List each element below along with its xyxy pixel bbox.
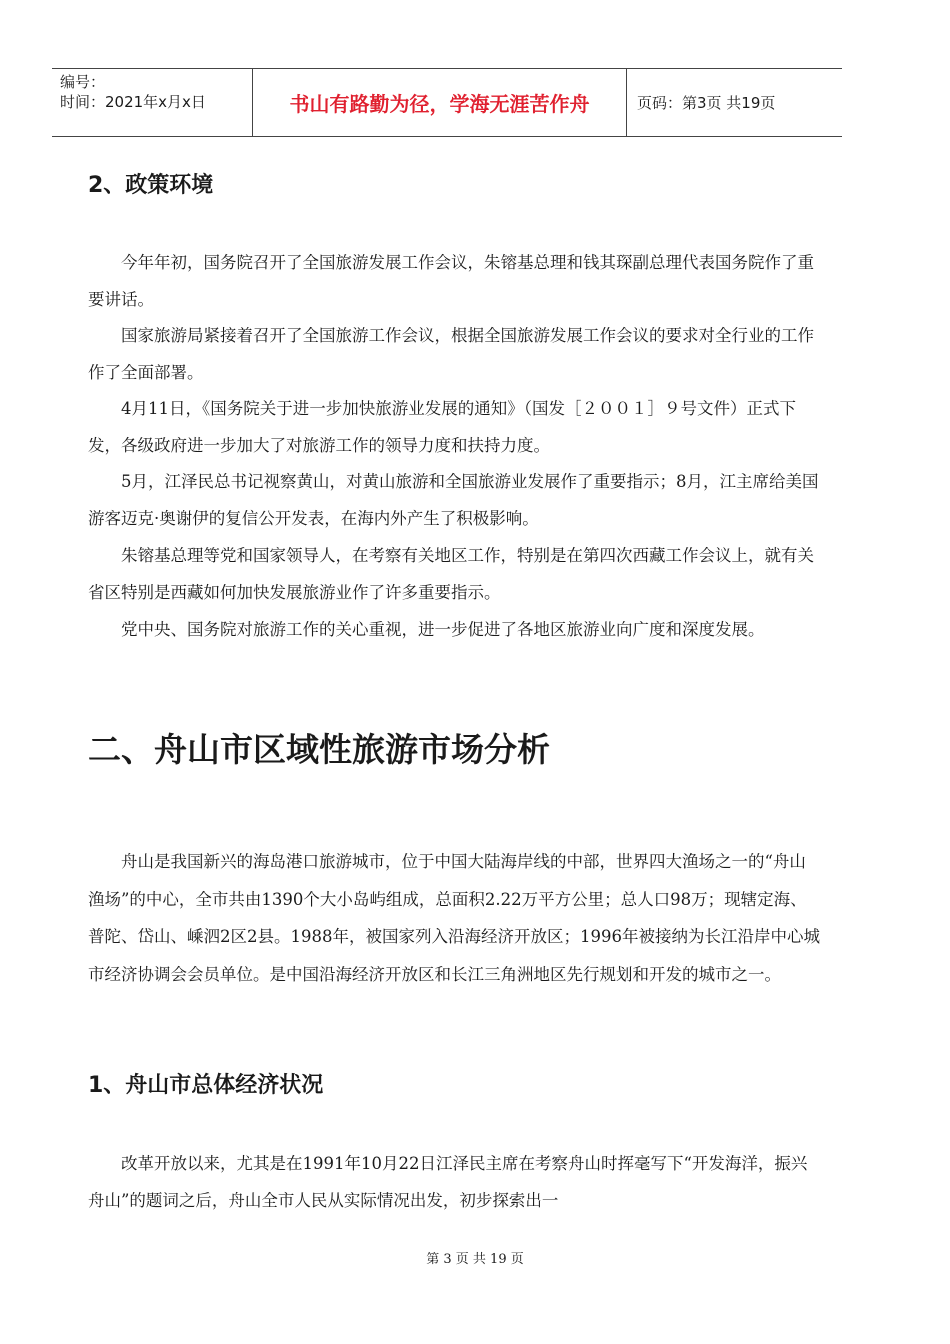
policy-paragraph-2: 国家旅游局紧接着召开了全国旅游工作会议，根据全国旅游发展工作会议的要求对全行业的工作作了全面部署。: [88, 326, 814, 382]
policy-paragraph-3: 4月11日，《国务院关于进一步加快旅游业发展的通知》（国发［２００１］９号文件）正式下发，各级政府进一步加大了对旅游工作的领导力度和扶持力度。: [88, 399, 796, 455]
market-paragraph: 舟山是我国新兴的海岛港口旅游城市，位于中国大陆海岸线的中部，世界四大渔场之一的“舟山渔场”的中心，全市共由1390个大小岛屿组成，总面积2.22万平方公里；总人口98万；现辖定海、普陀、岱山、嵊泗2区2县。1988年，被国家列入沿海经济开放区；1996年被接纳为长江沿岸中心城市经济协调会会员单位。是中国沿海经济开放区和长江三角洲地区先行规划和开发的城市之一。: [88, 852, 820, 984]
policy-paragraph-5: 朱镕基总理等党和国家领导人，在考察有关地区工作，特别是在第四次西藏工作会议上，就有关省区特别是西藏如何加快发展旅游业作了许多重要指示。: [88, 546, 814, 602]
economy-heading: 1、舟山市总体经济状况: [88, 1073, 324, 1098]
market-heading: 二、舟山市区域性旅游市场分析: [88, 730, 550, 769]
policy-paragraph-6: 党中央、国务院对旅游工作的关心重视，进一步促进了各地区旅游业向广度和深度发展。: [121, 620, 765, 639]
economy-paragraph: 改革开放以来，尤其是在1991年10月22日江泽民主席在考察舟山时挥毫写下“开发海洋，振兴舟山”的题词之后，舟山全市人民从实际情况出发，初步探索出一: [88, 1154, 808, 1210]
header-page-label: 页码：第3页 共19页: [637, 94, 776, 112]
header-meta-cell: [52, 69, 253, 136]
policy-heading: 2、政策环境: [88, 173, 214, 198]
header-motto: 书山有路勤为径，学海无涯苦作舟: [253, 69, 627, 136]
policy-paragraph-1: 今年年初，国务院召开了全国旅游发展工作会议，朱镕基总理和钱其琛副总理代表国务院作了重要讲话。: [88, 253, 814, 309]
policy-paragraph-4: 5月，江泽民总书记视察黄山，对黄山旅游和全国旅游业发展作了重要指示；8月，江主席给美国游客迈克·奥谢伊的复信公开发表，在海内外产生了积极影响。: [88, 472, 819, 528]
document-number-label: 编号：: [60, 73, 106, 91]
document-time-label: 时间：2021年x月x日: [60, 93, 206, 111]
page-footer: 第 3 页 共 19 页: [426, 1252, 524, 1267]
page-header: [52, 68, 842, 137]
